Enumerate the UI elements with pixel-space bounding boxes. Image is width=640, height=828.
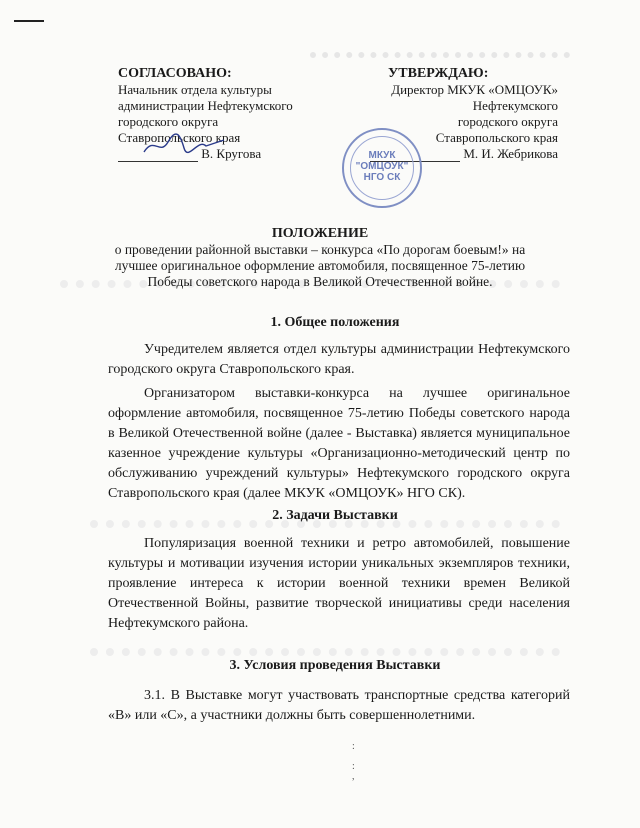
- section-heading: 2. Задачи Выставки: [272, 508, 398, 523]
- stamp-line: МКУК: [368, 150, 396, 161]
- confirmation-line: Ставропольского края: [435, 130, 558, 145]
- scan-specks: : : ,: [352, 741, 355, 782]
- approval-line: Начальник отдела культуры: [118, 82, 272, 97]
- document-title: ПОЛОЖЕНИЕ: [271, 226, 369, 241]
- document-title-block: [100, 226, 540, 290]
- confirmation-line: городского округа: [457, 114, 558, 129]
- section-heading: 3. Условия проведения Выставки: [229, 658, 441, 673]
- paragraph: [108, 686, 570, 726]
- approval-signatory: В. Кругова: [201, 146, 262, 161]
- stamp-line: НГО СК: [363, 172, 401, 183]
- approval-heading: СОГЛАСОВАНО:: [118, 66, 232, 81]
- confirmation-line: Нефтекумского: [472, 98, 558, 113]
- paragraph-text: 3.1. В Выставке могут участвовать транспортные средства категорий «В» или «С», а участники должны быть совершеннолетними.: [108, 688, 570, 723]
- approval-line: Ставропольского края: [118, 130, 241, 145]
- paragraph: [108, 534, 570, 634]
- confirmation-line: Директор МКУК «ОМЦОУК»: [391, 82, 558, 97]
- approval-line: администрации Нефтекумского: [118, 98, 293, 113]
- document-subtitle: о проведении районной выставки – конкурса «По дорогам боевым!» на лучшее оригинальное оформление автомобиля, посвященное 75-летию Победы советского народа в Великой Отечественной войне.: [114, 242, 526, 289]
- paragraph-text: Учредителем является отдел культуры администрации Нефтекумского городского округа Ставропольского края.: [108, 342, 570, 377]
- stamp-line: "ОМЦОУК": [355, 161, 409, 172]
- stamp-text: [344, 150, 420, 183]
- paragraph: [108, 340, 570, 380]
- confirmation-signatory: М. И. Жебрикова: [463, 146, 558, 161]
- confirmation-heading: УТВЕРЖДАЮ:: [388, 66, 489, 81]
- section-heading: 1. Общее положения: [270, 315, 400, 330]
- handwritten-signature-left: [140, 130, 230, 160]
- official-stamp: [342, 128, 422, 208]
- paragraph: [108, 384, 570, 504]
- signature-underline: [118, 161, 198, 162]
- scan-mark: [14, 20, 44, 22]
- approval-line: городского округа: [118, 114, 219, 129]
- paragraph-text: Популяризация военной техники и ретро автомобилей, повышение культуры и мотивации изучения истории уникальных экземпляров техники, проявление интереса к истории военной техники времен Великой Отечественной Войны, развитие творческой инициативы среди населения Нефтекумского района.: [108, 536, 570, 631]
- paragraph-text: Организатором выставки-конкурса на лучшее оригинальное оформление автомобиля, посвященное 75-летию Победы советского народа в Великой Отечественной войне (далее - Выставка) является муниципальное казенное учреждение культуры «Организационно-методический центр по обслуживанию учреждений культуры» Нефтекумского городского округа Ставропольского края (далее МКУК «ОМЦОУК» НГО СК).: [108, 386, 570, 501]
